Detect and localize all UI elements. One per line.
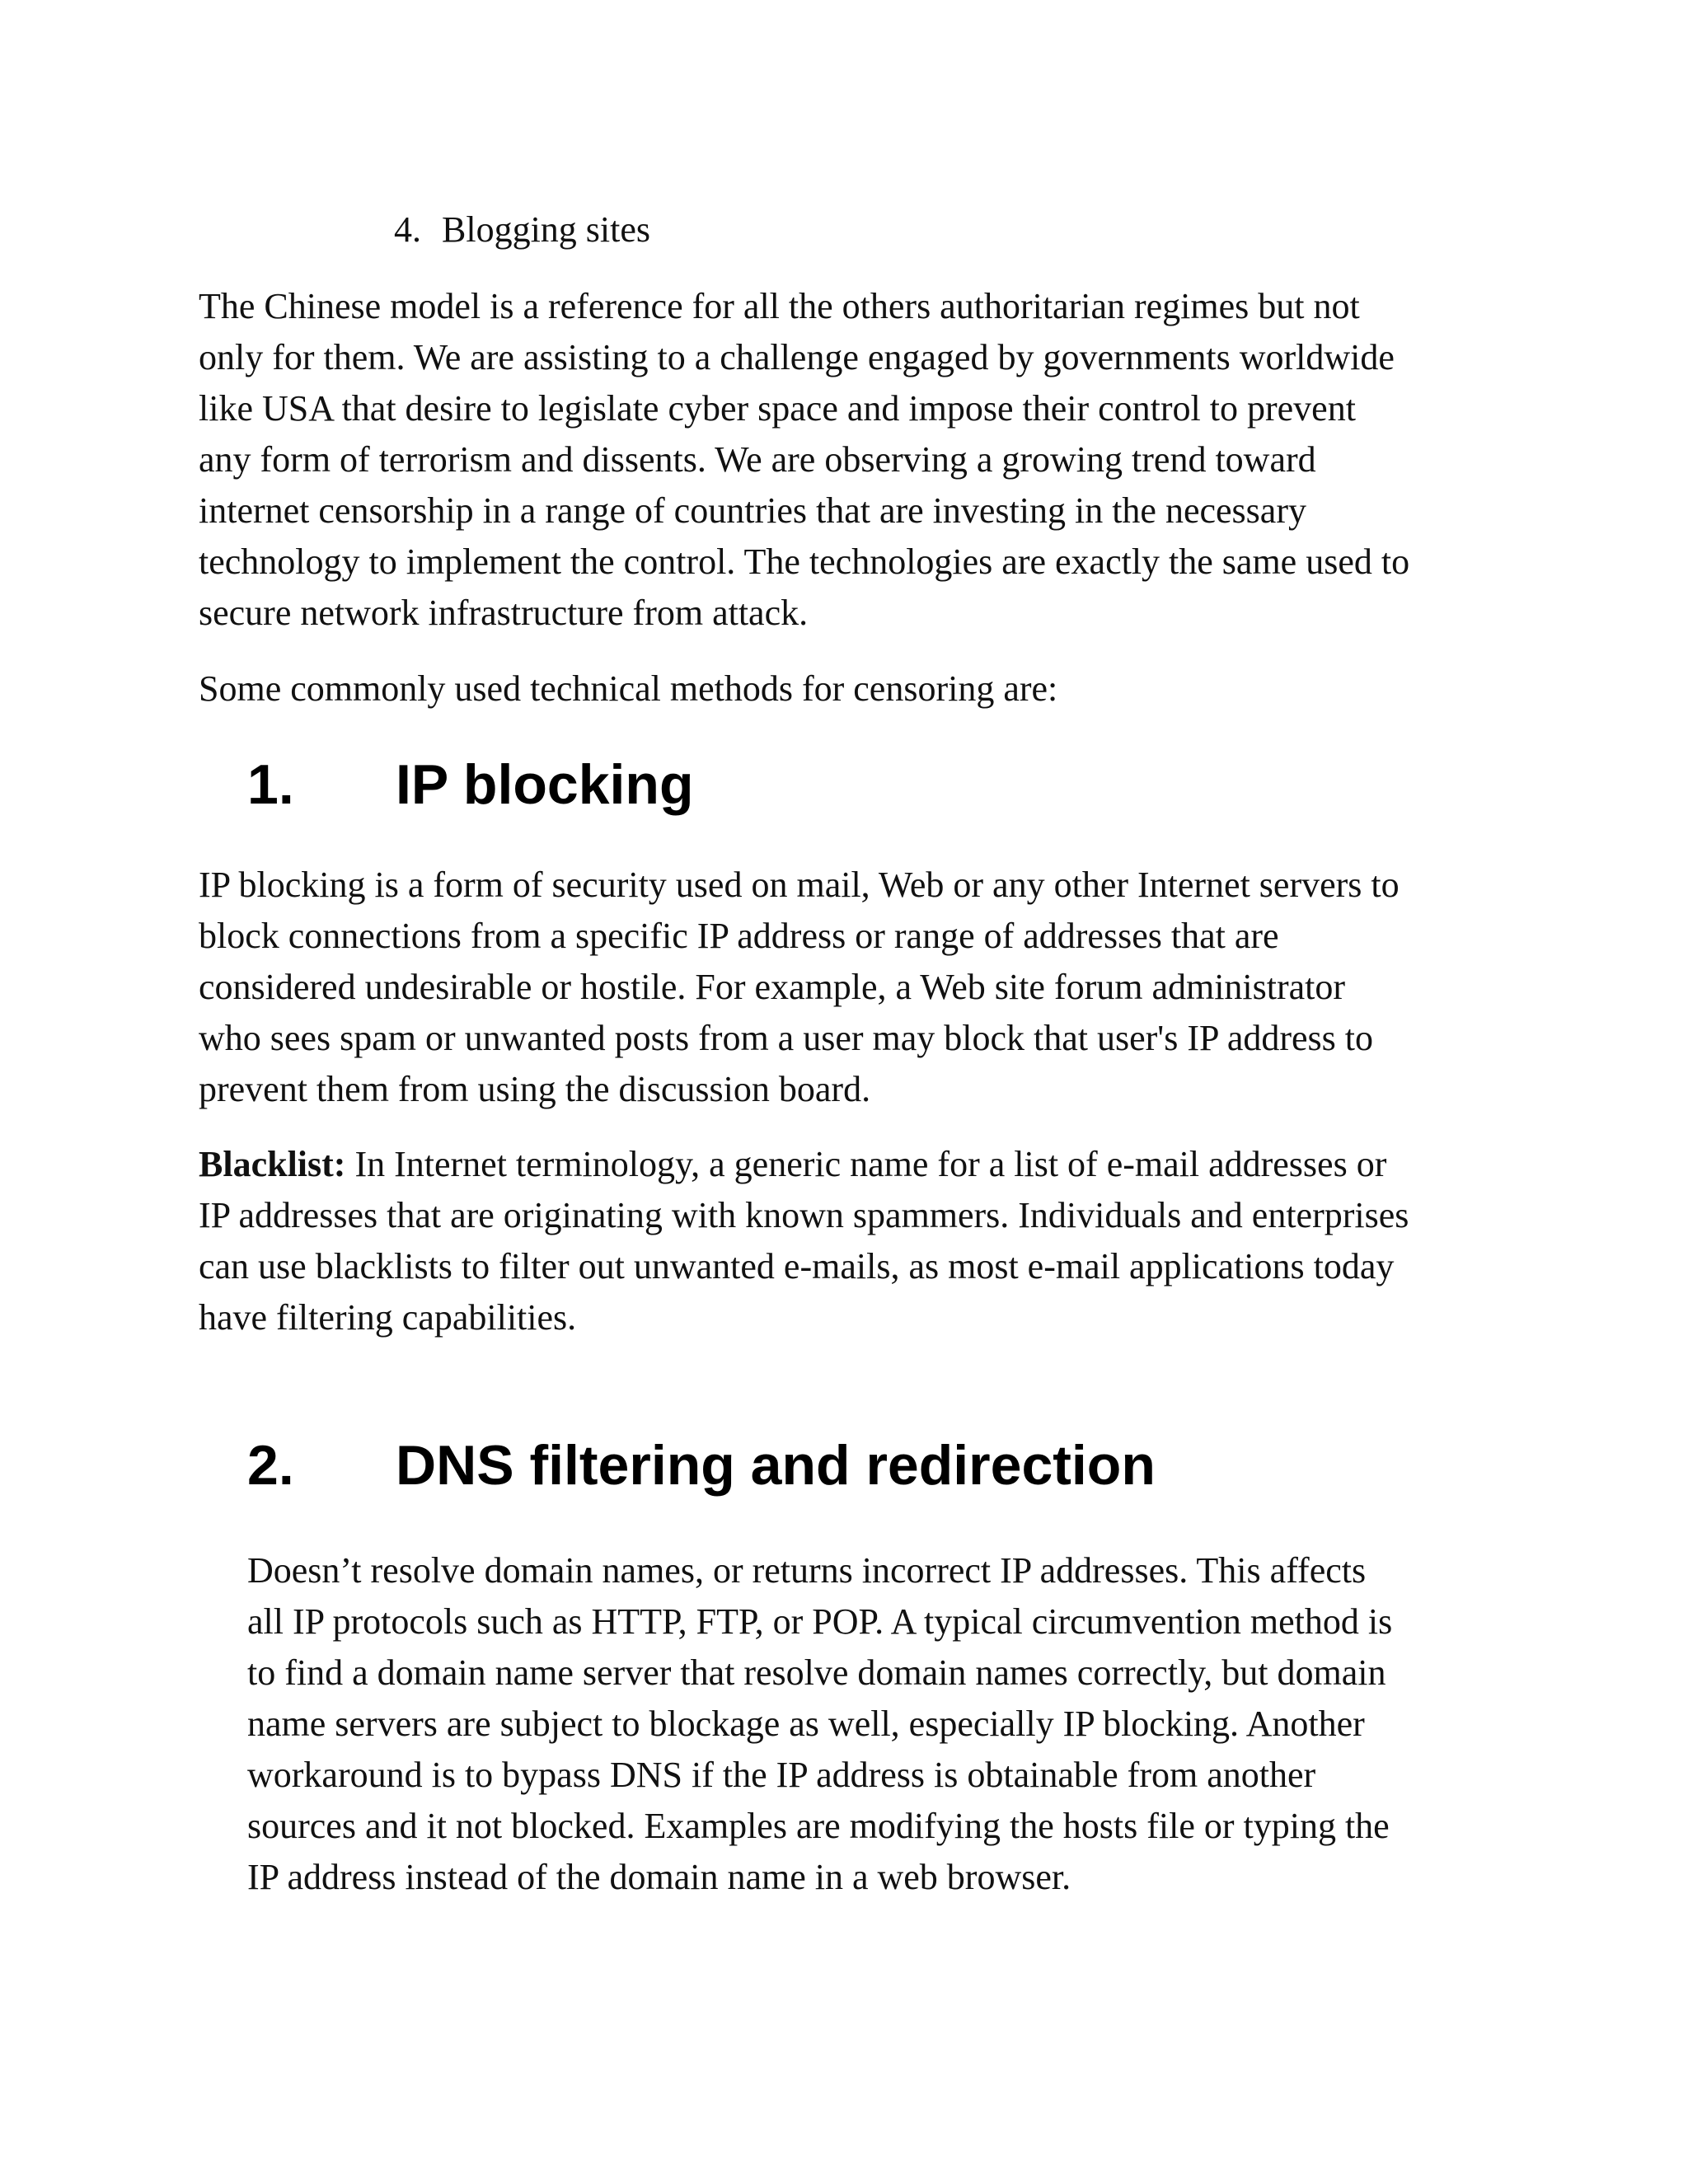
heading-dns-filtering (247, 1432, 1156, 1498)
list-item-number: 4. (394, 209, 421, 250)
blacklist-definition: In Internet terminology, a generic name for a list of e-mail addresses or IP addresses that are originating with known spammers. Individuals and enterprises can use blacklists to filter out unwanted e-mails, as most e-mail applications today have filtering capabilities. (199, 1144, 1409, 1338)
list-item-blogging-sites (394, 204, 650, 255)
heading-number: 2. (247, 1434, 294, 1497)
heading-title: DNS filtering and redirection (396, 1434, 1156, 1497)
blacklist-paragraph (199, 1139, 1517, 1343)
heading-number: 1. (247, 753, 294, 816)
dns-paragraph: Doesn’t resolve domain names, or returns incorrect IP addresses. This affects all IP protocols such as HTTP, FTP, or POP. A typical circumvention method is to find a domain name server that resolve domain names correctly, but domain name servers are subject to blockage as well, especially IP blocking. Another workaround is to bypass DNS if the IP address is obtainable from another sources and it not blocked. Examples are modifying the hosts file or typing the IP address instead of the domain name in a web browser. (247, 1550, 1393, 1897)
heading-title: IP blocking (396, 753, 694, 816)
blacklist-term: Blacklist: (199, 1144, 346, 1184)
ip-blocking-paragraph: IP blocking is a form of security used on mail, Web or any other Internet servers to block connections from a specific IP address or range of addresses that are considered undesirable or hostile. For example, a Web site forum administrator who sees spam or unwanted posts from a user may block that user's IP address to prevent them from using the discussion board. (199, 865, 1400, 1109)
intro-paragraph: The Chinese model is a reference for all the others authoritarian regimes but not only for them. We are assisting to a challenge engaged by governments worldwide like USA that desire to legislate cyber space and impose their control to prevent any form of terrorism and dissents. We are observing a growing trend toward internet censorship in a range of countries that are investing in the necessary technology to implement the control. The technologies are exactly the same used to secure network infrastructure from attack. (199, 286, 1410, 633)
heading-ip-blocking (247, 752, 693, 818)
list-item-text: Blogging sites (442, 209, 651, 250)
methods-intro-paragraph: Some commonly used technical methods for censoring are: (199, 668, 1058, 709)
